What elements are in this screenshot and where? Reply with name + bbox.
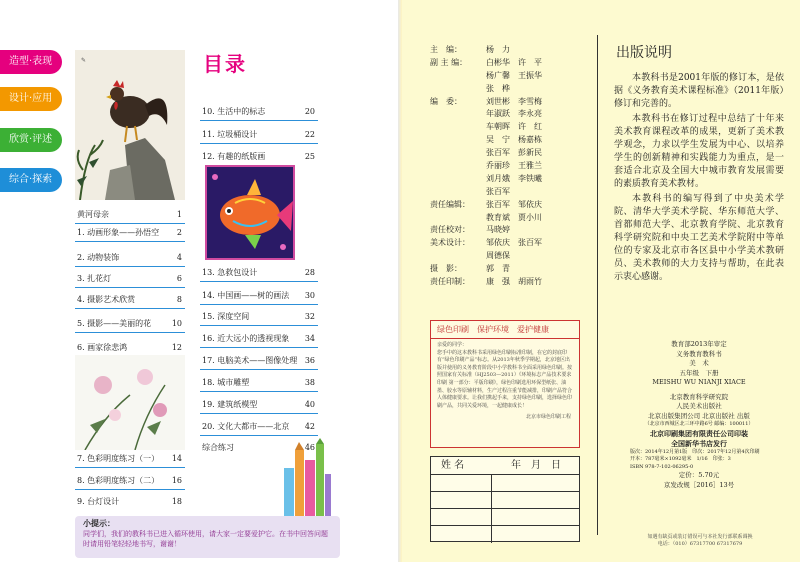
credit-row (430, 199, 590, 212)
toc-entry[interactable]: 11. 垃圾桶设计 22 (200, 128, 318, 144)
credit-row (430, 70, 590, 83)
koi-print-image (205, 165, 295, 260)
name-entry-row[interactable] (431, 509, 579, 526)
toc-entry[interactable]: 5. 摄影——美丽的花 10 (75, 317, 185, 333)
price-text: 定价：5.70元 (678, 471, 720, 479)
publisher-name: 北京教育科学研究院 (669, 392, 729, 401)
green-printing-heading: 绿色印刷 保护环境 爱护健康 (431, 321, 579, 339)
name-entry-row[interactable] (431, 475, 579, 492)
edition-info: 版次：2014年12月第1版 印次：2017年12月第4次印刷 (630, 448, 760, 455)
credit-label: 责任印制： (430, 277, 470, 287)
toc-entry[interactable]: 10. 生活中的标志 20 (200, 105, 318, 121)
isbn-text: ISBN 978-7-102-06295-0 (630, 463, 694, 470)
imprint-footer: 如遇有缺页或装订错误可与本社发行部联系调换 电话：（010）67317700 67317679 (647, 534, 753, 547)
toc-entry[interactable]: 1. 动画形象——孙悟空 2 (75, 226, 185, 242)
green-printing-footer: 北京市绿色印刷工程 (525, 414, 571, 421)
name-label: 姓 名 (441, 460, 465, 471)
credit-names: 郭 青 (486, 264, 510, 274)
green-printing-text: 亲爱的同学： 您手中的这本教科书采用绿色印刷标准印制，在它的封底印有“绿色印刷产品”标志。从2013年秋季学期起，北京地区出版并使用的义务教育阶段中小学教科书全面采用绿色印刷。按照国家有关标准（HJ2503—2011）《环境标志产品技术要求 印刷 第一部分：平版印刷》，绿色印刷选用环保型纸张、油墨、胶水等原辅材料，生产过程注重节能减排，印刷产品符合人体健康要求。让我们携起手来，支持绿色印刷，选择绿色印刷产品，共同关爱环境，一起健康成长！ (437, 342, 573, 409)
rooster-painting-image (75, 50, 185, 200)
editorial-credits (430, 44, 590, 289)
toc-entry[interactable]: 8. 色彩明度练习（二） 16 (75, 474, 185, 490)
side-tab-xinshang[interactable]: 欣赏·评述 (0, 128, 62, 152)
tip-box (75, 516, 340, 558)
format-info: 开本：787毫米×1092毫米 1/16 印张：3 (630, 456, 731, 462)
credit-row (430, 160, 590, 173)
credit-names: 张百军 邹依庆 (486, 199, 542, 209)
credit-row (430, 121, 590, 134)
side-tab-zonghe[interactable]: 综合·探索 (0, 168, 62, 192)
credit-label: 主 编： (430, 45, 462, 54)
credit-label: 责任编辑： (430, 199, 470, 209)
credit-row (430, 186, 590, 199)
credit-label: 责任校对： (430, 225, 470, 235)
toc-entry[interactable]: 12. 有趣的纸版画 25 (202, 152, 315, 161)
credit-names: 吴 宁 杨嘉栋 (486, 135, 542, 145)
publisher-name: 北京出版集团公司 北京出版社 出版 (648, 411, 750, 420)
credit-row (430, 250, 590, 263)
toc-entry[interactable]: 18. 城市雕塑 38 (200, 376, 318, 392)
toc-title: 目录 (203, 52, 247, 76)
credit-names: 教育斌 贾小川 (486, 212, 542, 222)
toc-entry[interactable]: 9. 台灯设计 18 (77, 497, 182, 506)
toc-entry[interactable]: 黄河母亲 1 (75, 208, 185, 224)
publication-paragraph: 本教科书是2001年版的修订本，是依据《义务教育美术课程标准》（2011年版）修订和完善的。 (614, 73, 784, 109)
credit-row (430, 237, 590, 250)
side-tab-sheji[interactable]: 设计·应用 (0, 87, 62, 111)
toc-entry[interactable]: 4. 摄影艺术欣赏 8 (75, 293, 185, 309)
publication-notes (614, 72, 784, 286)
toc-entry[interactable]: 14. 中国画——树的画法 30 (200, 289, 318, 305)
credit-names: 车朝晖 许 红 (486, 122, 542, 132)
credit-row (430, 96, 590, 109)
toc-entry[interactable]: 7. 色彩明度练习（一） 14 (75, 452, 185, 468)
toc-entry[interactable]: 16. 近大远小的透视现象 34 (200, 332, 318, 348)
toc-entry[interactable]: 2. 动物装饰 4 (75, 251, 185, 267)
credit-label: 编 委： (430, 96, 462, 106)
book-spine (398, 0, 402, 562)
credit-row (430, 83, 590, 96)
credit-names: 周德保 (486, 251, 510, 261)
credit-names: 刘月娥 李铁曦 (486, 173, 542, 183)
credit-names: 康 强 胡雨竹 (486, 277, 542, 287)
credit-names: 杨广馨 王振华 (486, 70, 542, 80)
flower-painting-image (75, 355, 185, 450)
credit-row (430, 224, 590, 237)
credit-row (430, 276, 590, 289)
credit-names: 张百军 (486, 186, 510, 196)
credit-row (430, 134, 590, 147)
credit-names: 杨 力 (486, 45, 510, 54)
toc-entry[interactable]: 综合练习 46 (202, 443, 315, 452)
tip-title: 小提示： (83, 519, 115, 528)
publication-paragraph: 本教科书的编写得到了中央美术学院、清华大学美术学院、华东师范大学、首都师范大学、北京教育学院、北京教育科学研究院和中央工艺美术学院附中等单位的专家及北京市各区县中小学美术教研员、美术教师的大力支持与帮助，在此表示衷心感谢。 (614, 194, 784, 282)
credit-row (430, 263, 590, 276)
credit-names: 张百军 彭新民 (486, 148, 542, 158)
credit-names: 年淑跃 李永亮 (486, 109, 542, 119)
credit-row (430, 44, 590, 57)
credit-names: 张 桦 (486, 83, 510, 93)
name-entry-row[interactable] (431, 526, 579, 543)
credit-row (430, 147, 590, 160)
credit-label: 美术设计： (430, 238, 470, 248)
column-divider (597, 35, 598, 535)
tip-text: 同学们，我们的教科书已进入循环使用，请大家一定要爱护它。在书中回答问题时请用铅笔轻轻地书写，谢谢！ (83, 530, 328, 548)
green-printing-notice (430, 320, 580, 448)
credit-row (430, 173, 590, 186)
toc-entry[interactable]: 17. 电脑美术——图像处理 36 (200, 354, 318, 370)
name-date-box (430, 456, 580, 542)
credit-names: 马晓婷 (486, 225, 510, 235)
toc-entry[interactable]: 15. 深度空间 32 (200, 310, 318, 326)
toc-entry[interactable]: 13. 急救包设计 28 (200, 266, 318, 282)
toc-entry[interactable]: 3. 扎花灯 6 (75, 272, 185, 288)
printer-name: 北京印刷集团有限责任公司印装 (650, 428, 748, 438)
toc-entry[interactable]: 6. 画家徐悲鸿 12 (77, 343, 182, 352)
svg-text:✎: ✎ (81, 57, 87, 64)
publisher-name: 人民美术出版社 (676, 402, 722, 410)
imprint-block: 教育部2013年审定 义务教育教科书 美 术 五年级 下册 MEISHU WU NIANJI XIACE 北京教育科学研究院 人民美术出版社 北京出版集团公司 北京出版社 出版 （北京市西城区北三环中路6号 邮编：100011） 北京印刷集团有限责任公司印装 全国新华书店发行 版次：2014年12月第1版 印次：2017年12月第4次印刷 开本：787毫米×1092毫米 1/16 印张：3 ISBN 978-7-102-06295-0 定价：5.70元 京发改规［2016］13号 (604, 340, 794, 490)
name-entry-row[interactable] (431, 492, 579, 509)
approval-number: 京发改规［2016］13号 (663, 480, 735, 489)
credit-label: 摄 影： (430, 264, 462, 274)
side-tab-zaoxing[interactable]: 造型·表现 (0, 50, 62, 74)
publication-paragraph: 本教科书在修订过程中总结了十年来美术教育课程改革的成果，更新了美术教学观念，力求以学生发展为中心、以培养学生的创新精神和实践能力为重点，是一套适合北京及全国大中城市教育发展需要的素质教育美术教材。 (614, 114, 784, 189)
city-buildings-illustration (282, 438, 332, 516)
publication-title: 出版说明 (616, 45, 672, 61)
credit-names: 刘世彬 李雪梅 (486, 96, 542, 106)
credit-row (430, 57, 590, 70)
credit-names: 白彬华 许 平 (486, 57, 542, 67)
credit-label: 副 主 编： (430, 57, 468, 67)
date-label: 年 月 日 (511, 460, 561, 471)
toc-entry[interactable]: 19. 建筑纸模型 40 (200, 398, 318, 414)
publisher-address: （北京市西城区北三环中路6号 邮编：100011） (644, 421, 754, 427)
credit-names: 乔丽珍 王雅兰 (486, 161, 542, 171)
credit-names: 邹依庆 张百军 (486, 238, 542, 248)
distributor-name: 全国新华书店发行 (671, 438, 727, 448)
name-date-header (431, 457, 579, 475)
toc-entry[interactable]: 20. 文化大都市——北京 42 (200, 420, 318, 436)
credit-row (430, 212, 590, 225)
credit-row (430, 108, 590, 121)
